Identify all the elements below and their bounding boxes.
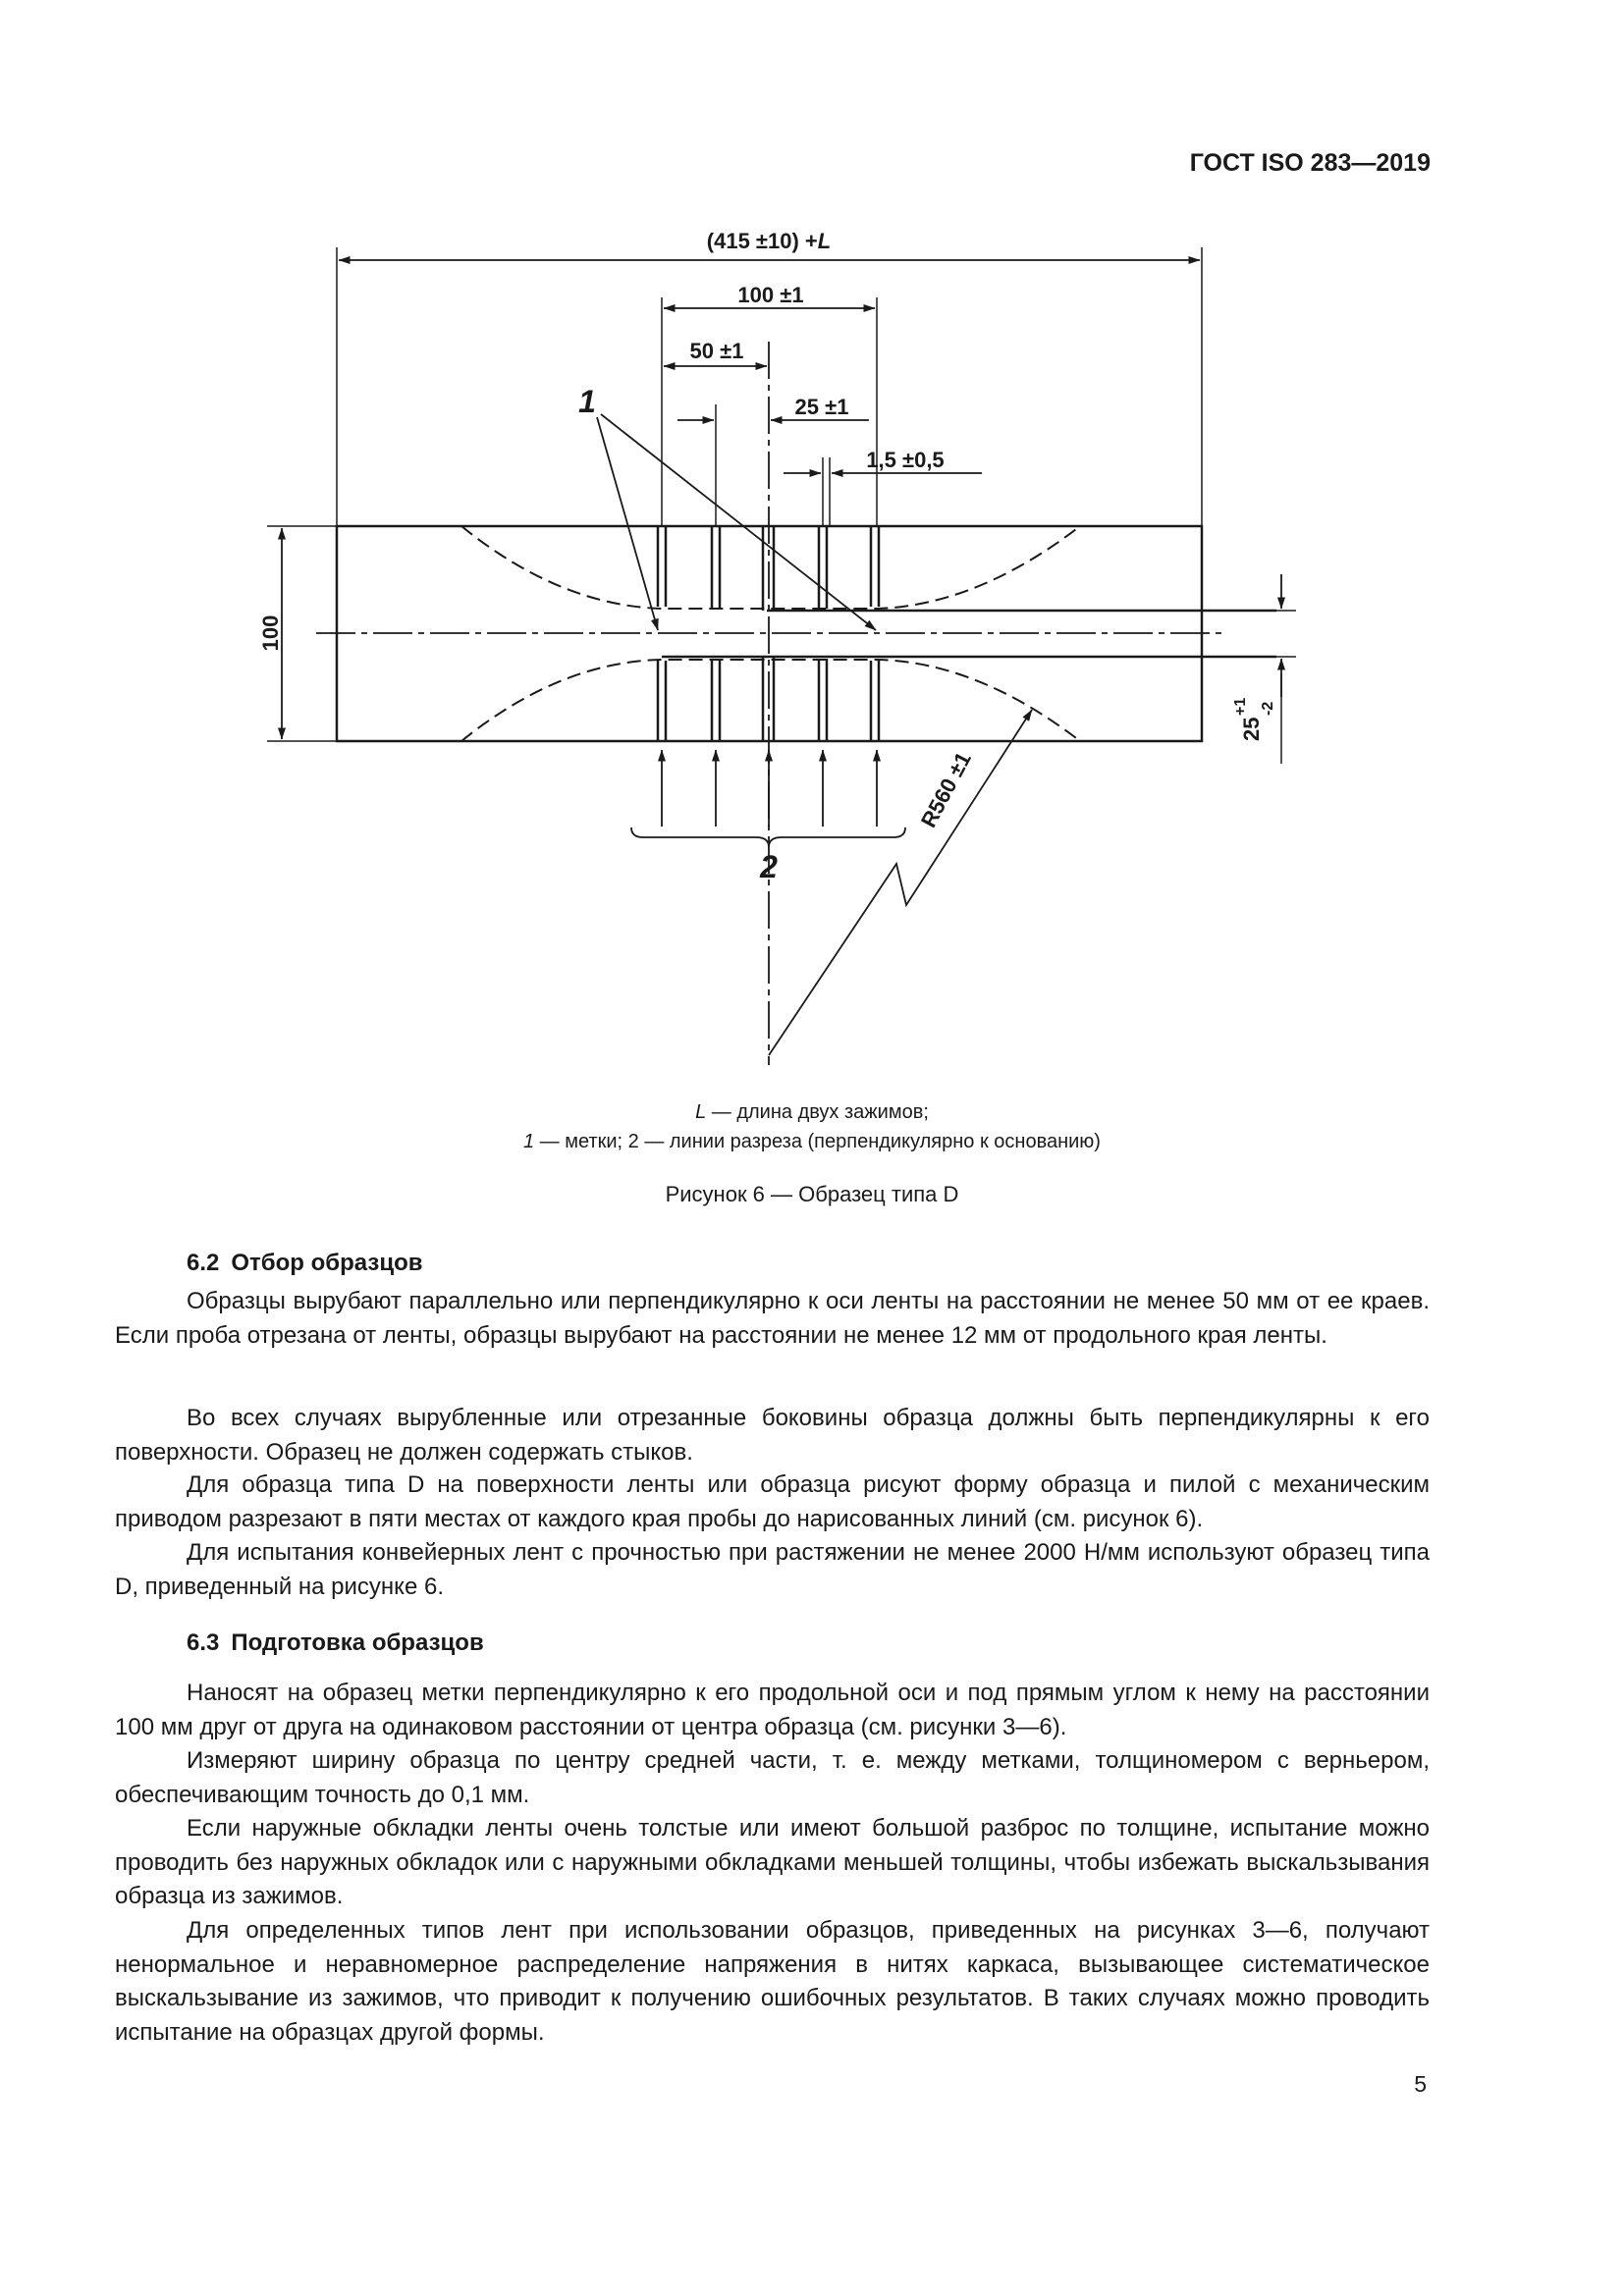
radius-label: R560 ±1 — [915, 747, 976, 831]
section-6-3-para-1: Наносят на образец метки перпендикулярно к его продольной оси и под прямым углом к нему на расстоянии 100 мм друг от друга на одинаковом расстоянии от центра образца (см. рисунки 3—6). — [115, 1680, 1430, 1740]
callout-2: 2 — [760, 849, 778, 884]
dim-100-label: 100 ±1 — [737, 283, 804, 307]
leader-1b — [601, 414, 876, 630]
lower-arc — [461, 660, 1080, 741]
legend-text-1: — длина двух зажимов; — [706, 1101, 929, 1123]
dim-right-sup: +1 — [1232, 697, 1249, 716]
dim-1_5-label: 1,5 ±0,5 — [866, 448, 945, 472]
page-number: 5 — [1414, 2071, 1427, 2097]
dim-height-label: 100 — [258, 614, 283, 652]
section-6-2-para-2: Во всех случаях вырубленные или отрезанные боковины образца должны быть перпендикулярны к его поверхности. Образец не должен содержать стыков. — [115, 1405, 1430, 1466]
section-6-3-heading: Подготовка образцов — [231, 1629, 484, 1656]
section-6-2-para-3: Для образца типа D на поверхности ленты или образца рисуют форму образца и пилой с механическим приводом разрезают в пяти местах от каждого края пробы до нарисованных линий (см. рисунок 6). — [115, 1471, 1430, 1532]
upper-arc — [461, 526, 1080, 609]
legend-var-1: 1 — [523, 1131, 535, 1152]
section-6-3-number: 6.3 — [187, 1629, 220, 1656]
leader-1a — [597, 417, 658, 630]
section-6-2-title — [187, 1250, 423, 1277]
figure-legend-line2 — [0, 1127, 1624, 1156]
section-6-2-heading: Отбор образцов — [231, 1250, 423, 1276]
dim-right-sub: -2 — [1260, 701, 1276, 716]
section-6-3-para-2: Измеряют ширину образца по центру средней части, т. е. между метками, толщиномером с верньером, обеспечивающим точность до 0,1 мм. — [115, 1747, 1430, 1808]
figure-caption: Рисунок 6 — Образец типа D — [665, 1182, 959, 1206]
legend-var-L: L — [695, 1101, 707, 1123]
dim-overall-var: L — [817, 229, 832, 253]
section-6-3-para-3: Если наружные обкладки ленты очень толстые или имеют большой разброс по толщине, испытание можно проводить без наружных обкладок или с наружными обкладками меньшей толщины, чтобы избежать выскальзывания образца из зажимов. — [115, 1815, 1430, 1910]
section-6-3-title — [187, 1629, 484, 1657]
specimen-drawing — [0, 0, 1624, 1099]
svg-text:(415 ±10) +L — [707, 229, 831, 253]
radius-leader — [769, 710, 1032, 1055]
callout-1: 1 — [578, 384, 596, 419]
figure-legend-line1 — [0, 1097, 1624, 1127]
section-6-3-para-4: Для определенных типов лент при использовании образцов, приведенных на рисунках 3—6, получают ненормальное и неравномерное распределение напряжения в нитях каркаса, вызывающее систематическое выскальзывание из зажимов, что приводит к получению ошибочных результатов. В таких случаях можно проводить испытание на образцах другой формы. — [115, 1917, 1430, 2046]
section-6-2-number: 6.2 — [187, 1250, 220, 1276]
section-6-2-para-1: Образцы вырубают параллельно или перпендикулярно к оси ленты на расстоянии не менее 50 мм от ее краев. Если проба отрезана от ленты, образцы вырубают на расстоянии не менее 12 мм от продольного края ленты. — [115, 1288, 1430, 1349]
section-6-2-para-4: Для испытания конвейерных лент с прочностью при растяжении не менее 2000 Н/мм используют образец типа D, приведенный на рисунке 6. — [115, 1539, 1430, 1600]
dim-50-label: 50 ±1 — [689, 339, 744, 363]
dim-25-label: 25 ±1 — [794, 395, 849, 419]
document-header: ГОСТ ISO 283—2019 — [1189, 149, 1431, 177]
dim-right-label: 25 — [1239, 717, 1264, 741]
dim-overall-label: (415 ±10) + — [706, 229, 818, 253]
legend-text-2: — метки; 2 — линии разреза (перпендикулярно к основанию) — [534, 1131, 1101, 1152]
